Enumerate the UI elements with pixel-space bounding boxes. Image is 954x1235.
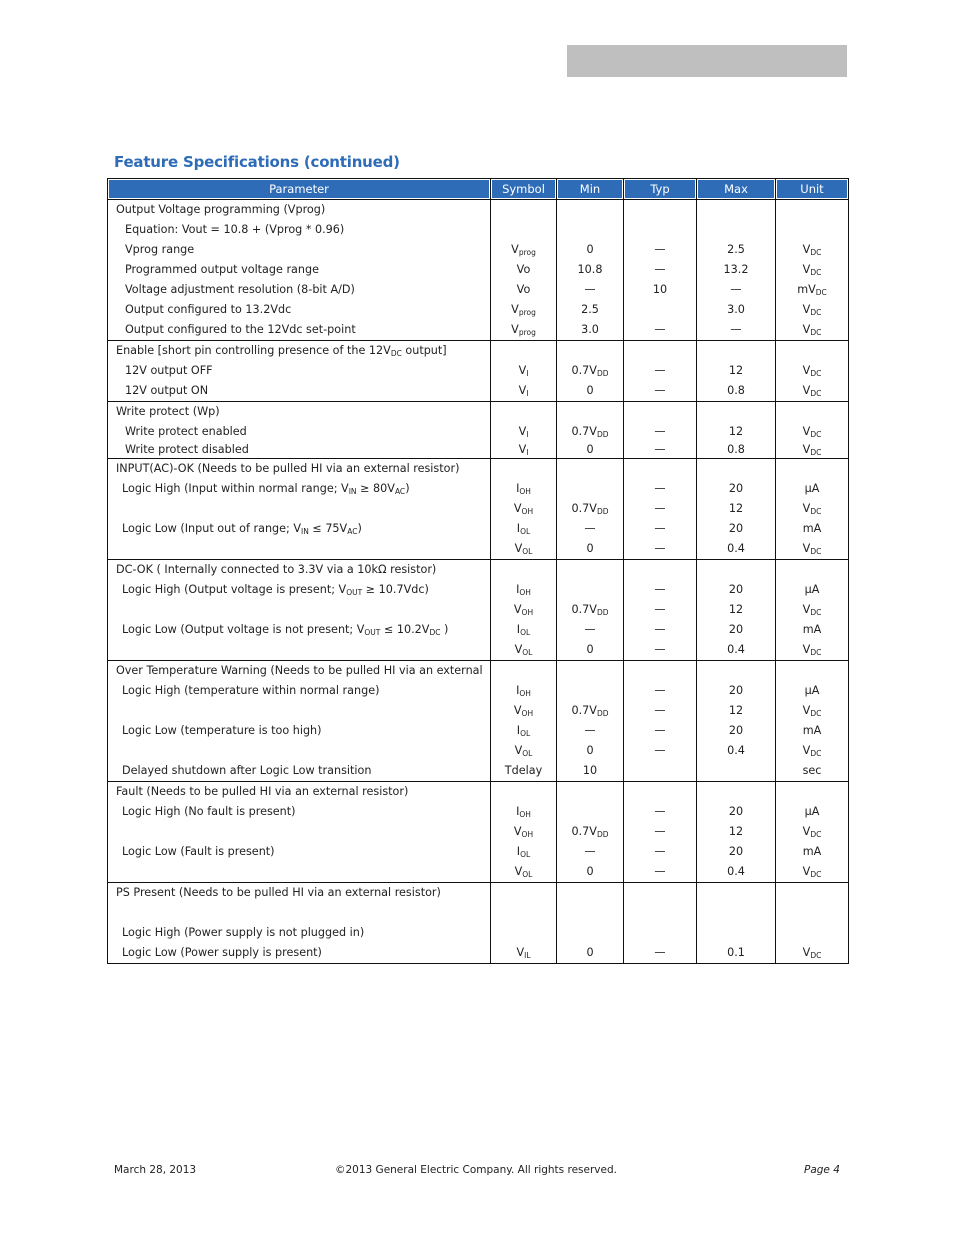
cell-max: 12 xyxy=(697,422,776,442)
table-body xyxy=(108,200,849,964)
cell-min: — xyxy=(557,620,624,640)
cell-min xyxy=(557,661,624,682)
cell-symbol: $V_{OL}$ xyxy=(491,640,557,661)
cell-typ xyxy=(624,200,697,221)
table-row xyxy=(108,499,849,519)
cell-symbol xyxy=(491,782,557,803)
cell-min: 0 xyxy=(557,640,624,661)
cell-symbol: Vo xyxy=(491,260,557,280)
cell-typ: — xyxy=(624,260,697,280)
table-row xyxy=(108,300,849,320)
table-row xyxy=(108,479,849,499)
cell-typ: — xyxy=(624,862,697,883)
cell-min: 10.8 xyxy=(557,260,624,280)
cell-unit: μA xyxy=(776,681,849,701)
header-unit: Unit xyxy=(776,179,849,200)
cell-parameter xyxy=(108,862,491,883)
table-row xyxy=(108,220,849,240)
footer-copyright: ©2013 General Electric Company. All rights reserved. xyxy=(335,1164,617,1176)
cell-max: 20 xyxy=(697,479,776,499)
cell-min: $0.7V_{DD}$ xyxy=(557,422,624,442)
cell-typ: — xyxy=(624,741,697,761)
cell-symbol: $I_{OL}$ xyxy=(491,721,557,741)
cell-parameter xyxy=(108,499,491,519)
cell-parameter xyxy=(108,822,491,842)
table-row xyxy=(108,721,849,741)
cell-max: 0.1 xyxy=(697,943,776,964)
cell-symbol: $V_{OH}$ xyxy=(491,701,557,721)
cell-typ xyxy=(624,220,697,240)
cell-min: — xyxy=(557,842,624,862)
cell-unit: $V_{DC}$ xyxy=(776,862,849,883)
cell-max xyxy=(697,459,776,480)
cell-typ: — xyxy=(624,580,697,600)
cell-symbol: $V_{prog}$ xyxy=(491,300,557,320)
cell-unit: $V_{DC}$ xyxy=(776,361,849,381)
table-row xyxy=(108,741,849,761)
cell-unit: $V_{DC}$ xyxy=(776,499,849,519)
cell-typ: — xyxy=(624,499,697,519)
cell-symbol: $V_{prog}$ xyxy=(491,320,557,341)
cell-min: $0.7V_{DD}$ xyxy=(557,701,624,721)
cell-max: 13.2 xyxy=(697,260,776,280)
cell-unit: $V_{DC}$ xyxy=(776,320,849,341)
cell-parameter: Enable [short pin controlling presence of the $12V_{DC}$ output] xyxy=(108,341,491,362)
table-row xyxy=(108,620,849,640)
cell-typ: — xyxy=(624,842,697,862)
cell-symbol: $V_I$ xyxy=(491,381,557,402)
cell-typ xyxy=(624,402,697,423)
cell-symbol xyxy=(491,200,557,221)
cell-max xyxy=(697,923,776,943)
header-min: Min xyxy=(557,179,624,200)
cell-max: 0.4 xyxy=(697,862,776,883)
cell-min: 0 xyxy=(557,539,624,560)
feature-spec-table xyxy=(107,178,849,964)
table-row xyxy=(108,903,849,923)
cell-min xyxy=(557,782,624,803)
cell-max xyxy=(697,883,776,904)
cell-unit: mA xyxy=(776,620,849,640)
table-row xyxy=(108,862,849,883)
footer-date: March 28, 2013 xyxy=(114,1164,197,1176)
cell-parameter: PS Present (Needs to be pulled HI via an external resistor) xyxy=(108,883,491,904)
cell-symbol: $V_{OL}$ xyxy=(491,862,557,883)
cell-min: 0 xyxy=(557,862,624,883)
cell-min xyxy=(557,923,624,943)
cell-min xyxy=(557,883,624,904)
cell-symbol: $V_I$ xyxy=(491,422,557,442)
header-typ: Typ xyxy=(624,179,697,200)
cell-max: 0.4 xyxy=(697,539,776,560)
cell-unit: $V_{DC}$ xyxy=(776,422,849,442)
cell-max xyxy=(697,560,776,581)
cell-min xyxy=(557,903,624,923)
cell-parameter: Logic High (temperature within normal range) xyxy=(108,681,491,701)
table-row xyxy=(108,802,849,822)
cell-typ xyxy=(624,883,697,904)
cell-parameter: Over Temperature Warning (Needs to be pulled HI via an external xyxy=(108,661,491,682)
cell-max: 20 xyxy=(697,681,776,701)
cell-unit xyxy=(776,200,849,221)
cell-parameter: Output Voltage programming (Vprog) xyxy=(108,200,491,221)
cell-parameter: Output configured to the 12Vdc set-point xyxy=(108,320,491,341)
cell-unit: $V_{DC}$ xyxy=(776,701,849,721)
cell-symbol xyxy=(491,661,557,682)
cell-max xyxy=(697,220,776,240)
cell-min: 10 xyxy=(557,761,624,782)
cell-max: 20 xyxy=(697,580,776,600)
cell-unit: $V_{DC}$ xyxy=(776,741,849,761)
cell-parameter: Logic High (Output voltage is present; $V_{OUT} \ge 10.7Vdc$) xyxy=(108,580,491,600)
cell-min: 0 xyxy=(557,741,624,761)
header-symbol: Symbol xyxy=(491,179,557,200)
cell-symbol: $V_{OH}$ xyxy=(491,822,557,842)
cell-min xyxy=(557,402,624,423)
cell-typ xyxy=(624,903,697,923)
cell-parameter: Logic High (Power supply is not plugged in) xyxy=(108,923,491,943)
cell-parameter: DC-OK ( Internally connected to 3.3V via a 10kΩ resistor) xyxy=(108,560,491,581)
cell-max: 2.5 xyxy=(697,240,776,260)
cell-symbol: $V_{OH}$ xyxy=(491,499,557,519)
section-title: Feature Specifications (continued) xyxy=(114,153,400,171)
cell-min: $0.7V_{DD}$ xyxy=(557,822,624,842)
cell-symbol xyxy=(491,341,557,362)
cell-parameter: Logic High (Input within normal range; $V_{IN} \ge 80V_{AC}$) xyxy=(108,479,491,499)
cell-min: $0.7V_{DD}$ xyxy=(557,361,624,381)
cell-typ: — xyxy=(624,822,697,842)
cell-max xyxy=(697,341,776,362)
cell-min: 0 xyxy=(557,442,624,459)
table-row xyxy=(108,661,849,682)
header-max: Max xyxy=(697,179,776,200)
cell-max: 20 xyxy=(697,620,776,640)
cell-typ xyxy=(624,300,697,320)
footer-page-number: Page 4 xyxy=(804,1164,840,1176)
table-row xyxy=(108,459,849,480)
cell-typ xyxy=(624,661,697,682)
cell-min xyxy=(557,560,624,581)
cell-unit: μA xyxy=(776,479,849,499)
cell-max xyxy=(697,761,776,782)
cell-typ: — xyxy=(624,721,697,741)
cell-parameter: Output configured to 13.2Vdc xyxy=(108,300,491,320)
cell-min: — xyxy=(557,519,624,539)
cell-symbol: $V_I$ xyxy=(491,361,557,381)
cell-min xyxy=(557,802,624,822)
cell-max: — xyxy=(697,280,776,300)
table-row xyxy=(108,539,849,560)
cell-max: 20 xyxy=(697,802,776,822)
cell-max: 20 xyxy=(697,519,776,539)
cell-min: 3.0 xyxy=(557,320,624,341)
cell-parameter: 12V output ON xyxy=(108,381,491,402)
cell-max: 0.8 xyxy=(697,442,776,459)
cell-unit: $V_{DC}$ xyxy=(776,260,849,280)
cell-typ: — xyxy=(624,361,697,381)
cell-typ: — xyxy=(624,240,697,260)
cell-symbol: $I_{OH}$ xyxy=(491,479,557,499)
cell-typ xyxy=(624,782,697,803)
table-row xyxy=(108,681,849,701)
cell-symbol xyxy=(491,883,557,904)
cell-symbol xyxy=(491,220,557,240)
cell-unit xyxy=(776,220,849,240)
cell-max: 12 xyxy=(697,701,776,721)
cell-unit xyxy=(776,661,849,682)
cell-unit xyxy=(776,903,849,923)
table-row xyxy=(108,280,849,300)
cell-parameter xyxy=(108,640,491,661)
cell-max xyxy=(697,661,776,682)
cell-parameter: Programmed output voltage range xyxy=(108,260,491,280)
cell-max xyxy=(697,200,776,221)
cell-min: 0 xyxy=(557,240,624,260)
cell-min: $0.7V_{DD}$ xyxy=(557,600,624,620)
cell-parameter: Write protect (Wp) xyxy=(108,402,491,423)
cell-symbol: $I_{OL}$ xyxy=(491,620,557,640)
cell-symbol: Tdelay xyxy=(491,761,557,782)
cell-min xyxy=(557,341,624,362)
cell-symbol: $V_{OL}$ xyxy=(491,539,557,560)
cell-typ: — xyxy=(624,320,697,341)
table-row xyxy=(108,320,849,341)
cell-max: 12 xyxy=(697,600,776,620)
cell-unit xyxy=(776,560,849,581)
cell-min: 2.5 xyxy=(557,300,624,320)
cell-parameter: Logic Low (Output voltage is not present; $V_{OUT} \le 10.2V_{DC}$ ) xyxy=(108,620,491,640)
cell-symbol: $V_{IL}$ xyxy=(491,943,557,964)
table-row xyxy=(108,782,849,803)
cell-max: 12 xyxy=(697,361,776,381)
cell-parameter: Fault (Needs to be pulled HI via an external resistor) xyxy=(108,782,491,803)
cell-unit xyxy=(776,402,849,423)
table-row xyxy=(108,923,849,943)
table-row xyxy=(108,580,849,600)
cell-min xyxy=(557,479,624,499)
cell-parameter xyxy=(108,741,491,761)
cell-unit: $V_{DC}$ xyxy=(776,640,849,661)
cell-typ: — xyxy=(624,479,697,499)
cell-symbol xyxy=(491,560,557,581)
cell-unit: $V_{DC}$ xyxy=(776,442,849,459)
header-parameter: Parameter xyxy=(108,179,491,200)
header-grey-bar xyxy=(567,45,847,77)
cell-typ: — xyxy=(624,802,697,822)
table-row xyxy=(108,341,849,362)
table-row xyxy=(108,560,849,581)
cell-min: $0.7V_{DD}$ xyxy=(557,499,624,519)
cell-parameter: 12V output OFF xyxy=(108,361,491,381)
table-header-row xyxy=(108,179,849,200)
cell-typ: 10 xyxy=(624,280,697,300)
cell-unit: $V_{DC}$ xyxy=(776,600,849,620)
cell-unit xyxy=(776,923,849,943)
cell-symbol xyxy=(491,459,557,480)
cell-min: 0 xyxy=(557,381,624,402)
cell-typ: — xyxy=(624,620,697,640)
cell-min: — xyxy=(557,721,624,741)
cell-symbol xyxy=(491,402,557,423)
cell-typ: — xyxy=(624,519,697,539)
table-row xyxy=(108,422,849,442)
cell-typ xyxy=(624,459,697,480)
cell-unit: $V_{DC}$ xyxy=(776,381,849,402)
cell-min: — xyxy=(557,280,624,300)
cell-max: — xyxy=(697,320,776,341)
cell-typ: — xyxy=(624,681,697,701)
table-row xyxy=(108,200,849,221)
cell-max xyxy=(697,782,776,803)
cell-unit: mA xyxy=(776,842,849,862)
cell-unit: $V_{DC}$ xyxy=(776,943,849,964)
cell-typ: — xyxy=(624,701,697,721)
cell-min xyxy=(557,200,624,221)
table-row xyxy=(108,600,849,620)
cell-max: 0.4 xyxy=(697,741,776,761)
cell-unit xyxy=(776,782,849,803)
cell-typ xyxy=(624,761,697,782)
cell-symbol: Vo xyxy=(491,280,557,300)
cell-typ: — xyxy=(624,600,697,620)
cell-max: 20 xyxy=(697,842,776,862)
cell-typ: — xyxy=(624,381,697,402)
table-row xyxy=(108,260,849,280)
cell-min xyxy=(557,220,624,240)
cell-parameter: INPUT(AC)-OK (Needs to be pulled HI via an external resistor) xyxy=(108,459,491,480)
cell-max: 0.8 xyxy=(697,381,776,402)
cell-symbol: $V_{OL}$ xyxy=(491,741,557,761)
cell-min xyxy=(557,459,624,480)
cell-unit: μA xyxy=(776,802,849,822)
cell-parameter: Logic Low (Fault is present) xyxy=(108,842,491,862)
cell-parameter: Logic Low (Input out of range; $V_{IN} \le 75V_{AC}$) xyxy=(108,519,491,539)
cell-parameter: Write protect enabled xyxy=(108,422,491,442)
cell-parameter: Logic Low (temperature is too high) xyxy=(108,721,491,741)
cell-unit: mA xyxy=(776,519,849,539)
table-row xyxy=(108,240,849,260)
cell-unit xyxy=(776,459,849,480)
cell-parameter: Voltage adjustment resolution (8-bit A/D) xyxy=(108,280,491,300)
cell-unit: $V_{DC}$ xyxy=(776,822,849,842)
cell-typ: — xyxy=(624,442,697,459)
cell-unit: mA xyxy=(776,721,849,741)
cell-typ xyxy=(624,341,697,362)
cell-max: 20 xyxy=(697,721,776,741)
cell-symbol: $I_{OL}$ xyxy=(491,519,557,539)
cell-symbol: $V_I$ xyxy=(491,442,557,459)
table-row xyxy=(108,822,849,842)
cell-parameter: Logic High (No fault is present) xyxy=(108,802,491,822)
cell-typ: — xyxy=(624,539,697,560)
table-row xyxy=(108,842,849,862)
cell-max: 12 xyxy=(697,822,776,842)
cell-typ: — xyxy=(624,640,697,661)
cell-parameter xyxy=(108,903,491,923)
cell-symbol: $I_{OH}$ xyxy=(491,681,557,701)
cell-max xyxy=(697,903,776,923)
cell-parameter: Vprog range xyxy=(108,240,491,260)
cell-symbol: $I_{OL}$ xyxy=(491,842,557,862)
cell-typ xyxy=(624,923,697,943)
cell-unit: $V_{DC}$ xyxy=(776,240,849,260)
cell-max xyxy=(697,402,776,423)
cell-parameter: Delayed shutdown after Logic Low transition xyxy=(108,761,491,782)
cell-symbol: $V_{OH}$ xyxy=(491,600,557,620)
table-row xyxy=(108,381,849,402)
cell-unit xyxy=(776,341,849,362)
cell-unit: $V_{DC}$ xyxy=(776,539,849,560)
cell-typ: — xyxy=(624,422,697,442)
cell-max: 0.4 xyxy=(697,640,776,661)
cell-symbol: $V_{prog}$ xyxy=(491,240,557,260)
cell-symbol: $I_{OH}$ xyxy=(491,580,557,600)
table-row xyxy=(108,943,849,964)
cell-parameter xyxy=(108,701,491,721)
cell-unit: μA xyxy=(776,580,849,600)
cell-min: 0 xyxy=(557,943,624,964)
cell-parameter: Logic Low (Power supply is present) xyxy=(108,943,491,964)
cell-typ xyxy=(624,560,697,581)
table-row xyxy=(108,883,849,904)
cell-parameter xyxy=(108,600,491,620)
table-row xyxy=(108,442,849,459)
cell-max: 12 xyxy=(697,499,776,519)
cell-parameter xyxy=(108,539,491,560)
cell-unit: $mV_{DC}$ xyxy=(776,280,849,300)
cell-unit xyxy=(776,883,849,904)
cell-parameter: Equation: Vout = 10.8 + (Vprog * 0.96) xyxy=(108,220,491,240)
table-row xyxy=(108,402,849,423)
cell-parameter: Write protect disabled xyxy=(108,442,491,459)
cell-symbol xyxy=(491,903,557,923)
cell-unit: sec xyxy=(776,761,849,782)
table-row xyxy=(108,761,849,782)
table-row xyxy=(108,361,849,381)
table-row xyxy=(108,640,849,661)
table-row xyxy=(108,519,849,539)
cell-symbol: $I_{OH}$ xyxy=(491,802,557,822)
cell-unit: $V_{DC}$ xyxy=(776,300,849,320)
cell-max: 3.0 xyxy=(697,300,776,320)
cell-min xyxy=(557,580,624,600)
table-row xyxy=(108,701,849,721)
cell-symbol xyxy=(491,923,557,943)
cell-min xyxy=(557,681,624,701)
cell-typ: — xyxy=(624,943,697,964)
